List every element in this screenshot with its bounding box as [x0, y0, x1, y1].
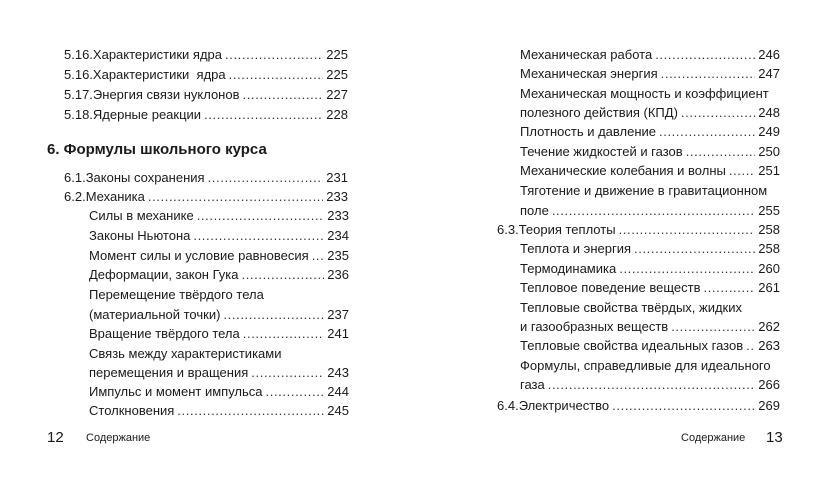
entry-page: 246	[758, 47, 780, 62]
leader-dots	[681, 103, 755, 122]
running-footer: Содержание	[86, 432, 151, 444]
leader-dots	[251, 363, 324, 382]
entry-page: 241	[327, 326, 349, 341]
entry-page: 225	[326, 47, 348, 62]
leader-dots	[204, 105, 323, 124]
entry-page: 233	[326, 189, 348, 204]
leader-dots	[242, 85, 323, 104]
toc-subentry	[520, 317, 780, 336]
toc-subentry	[520, 259, 780, 278]
entry-page: 236	[327, 267, 349, 282]
entry-title: Электричество	[518, 398, 610, 413]
entry-page: 231	[326, 170, 348, 185]
entry-title: полезного действия (КПД)	[520, 105, 678, 120]
entry-page: 234	[327, 228, 349, 243]
entry-title: Деформации, закон Гука	[89, 267, 239, 282]
leader-dots	[177, 401, 324, 420]
entry-title: Механическая мощность и коэффициент	[520, 86, 769, 101]
entry-page: 244	[327, 384, 349, 399]
entry-title: Вращение твёрдого тела	[89, 326, 240, 341]
entry-title: Силы в механике	[89, 208, 194, 223]
entry-page: 261	[758, 280, 780, 295]
section-heading: 6. Формулы школьного курса	[47, 141, 267, 158]
leader-dots	[193, 226, 324, 245]
toc-subentry	[89, 226, 349, 245]
entry-number: 5.16.	[64, 67, 93, 82]
leader-dots	[243, 324, 325, 343]
toc-subentry	[520, 375, 780, 394]
entry-page: 258	[758, 222, 780, 237]
toc-entry	[64, 65, 348, 84]
toc-entry	[64, 45, 348, 64]
entry-title: Течение жидкостей и газов	[520, 144, 683, 159]
entry-title: Момент силы и условие равновесия	[89, 248, 309, 263]
entry-number: 5.18.	[64, 107, 93, 122]
toc-entry	[64, 187, 348, 206]
leader-dots	[729, 161, 755, 180]
entry-title: перемещения и вращения	[89, 365, 249, 380]
toc-subentry	[520, 122, 780, 141]
toc-subentry	[520, 336, 780, 355]
entry-page: 258	[758, 241, 780, 256]
entry-title: Характеристики ядра	[92, 67, 226, 82]
entry-page: 228	[326, 107, 348, 122]
entry-page: 266	[758, 377, 780, 392]
toc-subentry	[89, 246, 349, 265]
leader-dots	[686, 142, 756, 161]
toc-subentry	[520, 161, 780, 180]
leader-dots	[671, 317, 755, 336]
entry-title: Характеристики ядра	[92, 47, 223, 62]
toc-subentry	[520, 142, 780, 161]
leader-dots	[619, 220, 756, 239]
toc-subentry-line	[520, 181, 780, 200]
entry-number: 6.1.	[64, 170, 86, 185]
toc-subentry	[520, 239, 780, 258]
toc-subentry-line	[520, 356, 780, 375]
entry-page: 250	[758, 144, 780, 159]
entry-page: 235	[327, 248, 349, 263]
entry-title: Механические колебания и волны	[520, 163, 726, 178]
leader-dots	[225, 45, 323, 64]
leader-dots	[197, 206, 325, 225]
toc-subentry	[89, 206, 349, 225]
entry-number: 6.4.	[497, 398, 519, 413]
leader-dots	[223, 305, 324, 324]
toc-entry	[64, 168, 348, 187]
toc-entry	[497, 220, 780, 239]
page-number: 13	[766, 429, 783, 446]
leader-dots	[148, 187, 323, 206]
leader-dots	[612, 396, 755, 415]
entry-title: Ядерные реакции	[92, 107, 202, 122]
toc-subentry	[89, 401, 349, 420]
entry-number: 6.3.	[497, 222, 519, 237]
entry-page: 248	[758, 105, 780, 120]
entry-title: Связь между характеристиками	[89, 346, 282, 361]
entry-title: (материальной точки)	[89, 307, 221, 322]
entry-page: 263	[758, 338, 780, 353]
entry-page: 269	[758, 398, 780, 413]
leader-dots	[552, 201, 755, 220]
page-number: 12	[47, 429, 64, 446]
leader-dots	[655, 45, 755, 64]
entry-title: Перемещение твёрдого тела	[89, 287, 264, 302]
toc-subentry	[520, 278, 780, 297]
toc-subentry	[89, 382, 349, 401]
entry-page: 262	[758, 319, 780, 334]
entry-page: 227	[326, 87, 348, 102]
entry-title: Тепловое поведение веществ	[520, 280, 701, 295]
entry-number: 5.16.	[64, 47, 93, 62]
entry-title: Энергия связи нуклонов	[92, 87, 240, 102]
entry-title: поле	[520, 203, 549, 218]
toc-subentry	[89, 324, 349, 343]
entry-number: 6.2.	[64, 189, 86, 204]
toc-subentry	[520, 64, 780, 83]
running-footer: Содержание	[681, 432, 746, 444]
leader-dots	[703, 278, 755, 297]
entry-title: Законы Ньютона	[89, 228, 191, 243]
entry-title: Тяготение и движение в гравитационном	[520, 183, 768, 198]
entry-page: 225	[326, 67, 348, 82]
leader-dots	[229, 65, 324, 84]
entry-page: 260	[758, 261, 780, 276]
leader-dots	[312, 246, 325, 265]
entry-page: 245	[327, 403, 349, 418]
leader-dots	[634, 239, 755, 258]
entry-number: 5.17.	[64, 87, 93, 102]
entry-title: Теплота и энергия	[520, 241, 631, 256]
toc-subentry-line	[89, 344, 349, 363]
entry-title: и газообразных веществ	[520, 319, 669, 334]
toc-entry	[64, 105, 348, 124]
entry-title: Теория теплоты	[518, 222, 616, 237]
entry-title: Механическая энергия	[520, 66, 658, 81]
entry-title: Формулы, справедливые для идеального	[520, 358, 771, 373]
toc-entry	[497, 396, 780, 415]
entry-page: 247	[758, 66, 780, 81]
entry-title: Законы сохранения	[85, 170, 205, 185]
toc-entry	[64, 85, 348, 104]
entry-page: 251	[758, 163, 780, 178]
entry-page: 237	[327, 307, 349, 322]
toc-subentry-line	[89, 285, 349, 304]
entry-page: 233	[327, 208, 349, 223]
leader-dots	[266, 382, 325, 401]
entry-title: газа	[520, 377, 545, 392]
entry-page: 249	[758, 124, 780, 139]
toc-subentry	[520, 103, 780, 122]
leader-dots	[619, 259, 755, 278]
entry-title: Термодинамика	[520, 261, 617, 276]
entry-title: Механическая работа	[520, 47, 653, 62]
toc-subentry	[89, 265, 349, 284]
toc-subentry	[89, 363, 349, 382]
leader-dots	[746, 336, 755, 355]
right-page	[414, 0, 828, 485]
entry-title: Импульс и момент импульса	[89, 384, 263, 399]
leader-dots	[241, 265, 324, 284]
leader-dots	[661, 64, 756, 83]
entry-title: Плотность и давление	[520, 124, 657, 139]
entry-title: Столкновения	[89, 403, 175, 418]
entry-page: 255	[758, 203, 780, 218]
leader-dots	[208, 168, 324, 187]
leader-dots	[548, 375, 756, 394]
toc-subentry-line	[520, 84, 780, 103]
toc-subentry-line	[520, 298, 780, 317]
toc-subentry	[89, 305, 349, 324]
entry-page: 243	[327, 365, 349, 380]
toc-subentry	[520, 201, 780, 220]
toc-subentry	[520, 45, 780, 64]
entry-title: Механика	[85, 189, 145, 204]
entry-title: Тепловые свойства твёрдых, жидких	[520, 300, 743, 315]
entry-title: Тепловые свойства идеальных газов	[520, 338, 744, 353]
leader-dots	[659, 122, 755, 141]
